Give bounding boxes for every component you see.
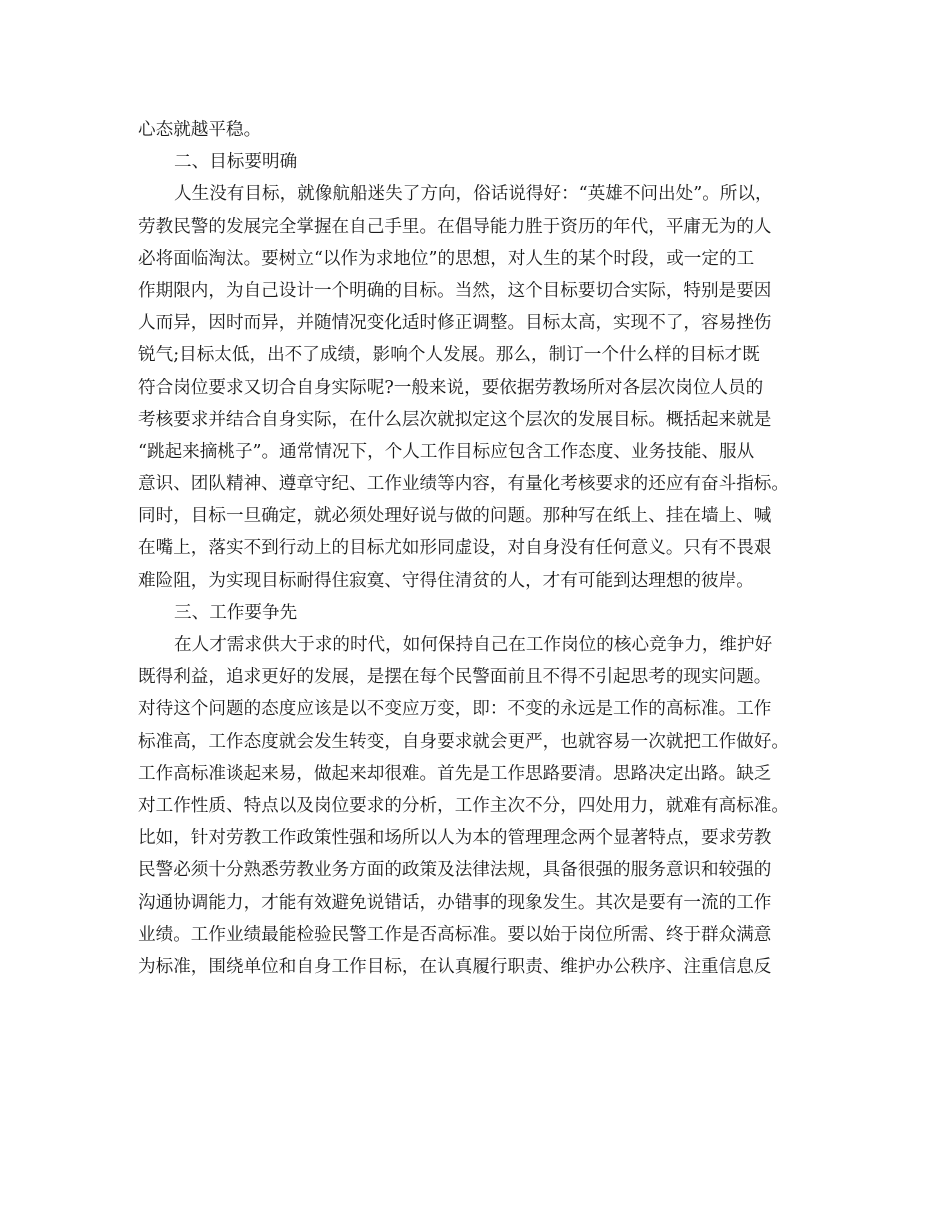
text-line: 符合岗位要求又切合自身实际呢?一般来说，要依据劳教场所对各层次岗位人员的 [138, 377, 764, 398]
text-line: 对工作性质、特点以及岗位要求的分析，工作主次不分，四处用力，就难有高标准。 [138, 795, 789, 816]
text-line: 劳教民警的发展完全掌握在自己手里。在倡导能力胜于资历的年代，平庸无为的人 [138, 216, 772, 237]
text-line: 业绩。工作业绩最能检验民警工作是否高标准。要以始于岗位所需、终于群众满意 [138, 924, 772, 945]
text-line: 标准高，工作态度就会发生转变，自身要求就会更严，也就容易一次就把工作做好。 [138, 731, 789, 752]
text-line: 锐气;目标太低，出不了成绩，影响个人发展。那么，制订一个什么样的目标才既 [138, 345, 760, 366]
text-line: 人生没有目标，就像航船迷失了方向，俗话说得好：“英雄不问出处”。所以， [174, 184, 773, 205]
document-body [138, 114, 818, 983]
text-line: 对待这个问题的态度应该是以不变应万变，即：不变的永远是工作的高标准。工作 [138, 699, 772, 720]
text-line: 难险阻，为实现目标耐得住寂寞、守得住清贫的人，才有可能到达理想的彼岸。 [138, 570, 754, 591]
text-line: 考核要求并结合自身实际，在什么层次就拟定这个层次的发展目标。概括起来就是 [138, 409, 772, 430]
text-line: 沟通协调能力，才能有效避免说错话，办错事的现象发生。其次是要有一流的工作 [138, 892, 772, 913]
text-line: 比如，针对劳教工作政策性强和场所以人为本的管理理念两个显著特点，要求劳教 [138, 828, 772, 849]
text-line: 人而异，因时而异，并随情况变化适时修正调整。目标太高，实现不了，容易挫伤 [138, 313, 772, 334]
text-line: 必将面临淘汰。要树立“以作为求地位”的思想，对人生的某个时段，或一定的工 [138, 248, 755, 269]
text-line: 为标准，围绕单位和自身工作目标，在认真履行职责、维护办公秩序、注重信息反 [138, 956, 772, 977]
text-line: 在嘴上，落实不到行动上的目标尤如形同虚设，对自身没有任何意义。只有不畏艰 [138, 538, 772, 559]
text-line: 意识、团队精神、遵章守纪、工作业绩等内容，有量化考核要求的还应有奋斗指标。 [138, 474, 789, 495]
text-line: 二、目标要明确 [174, 152, 298, 173]
text-line: 作期限内，为自己设计一个明确的目标。当然，这个目标要切合实际，特别是要因 [138, 280, 772, 301]
text-line: 民警必须十分熟悉劳教业务方面的政策及法律法规，具备很强的服务意识和较强的 [138, 860, 772, 881]
text-line: 工作高标准谈起来易，做起来却很难。首先是工作思路要清。思路决定出路。缺乏 [138, 763, 772, 784]
text-line: 在人才需求供大于求的时代，如何保持自己在工作岗位的核心竞争力，维护好 [174, 635, 773, 655]
text-line: 同时，目标一旦确定，就必须处理好说与做的问题。那种写在纸上、挂在墙上、喊 [138, 506, 772, 527]
text-line: “跳起来摘桃子”。通常情况下，个人工作目标应包含工作态度、业务技能、服从 [138, 441, 755, 462]
text-line: 三、工作要争先 [174, 602, 298, 623]
text-line: 既得利益，追求更好的发展，是摆在每个民警面前且不得不引起思考的现实问题。 [138, 667, 772, 688]
text-line: 心态就越平稳。 [138, 120, 262, 140]
